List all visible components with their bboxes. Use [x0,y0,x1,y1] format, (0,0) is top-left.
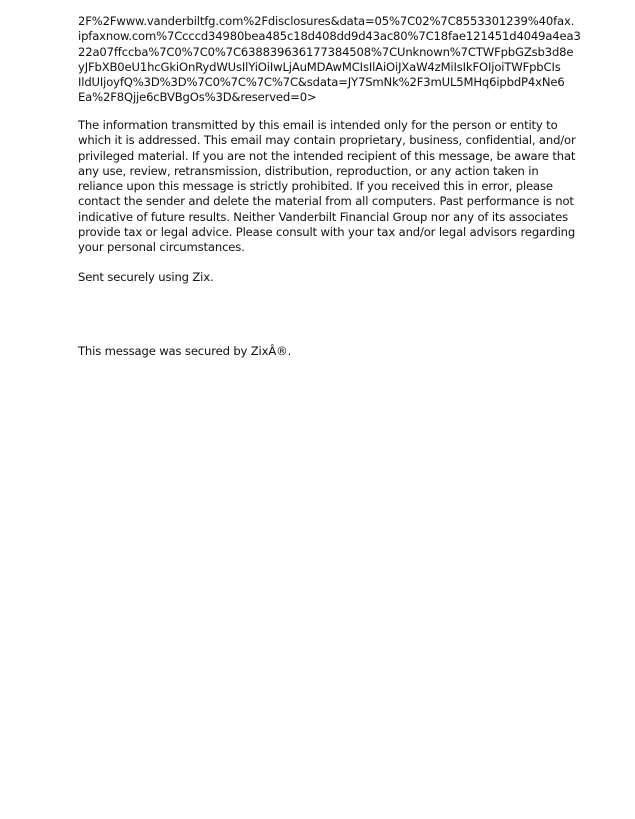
disclaimer-line: The information transmitted by this email is intended only for the person or entity to [78,118,558,132]
sent-securely-text: Sent securely using Zix. [78,270,214,284]
disclaimer-line: reliance upon this message is strictly prohibited. If you received this in error, please [78,179,553,194]
url-text-block [78,14,581,106]
disclaimer-line: indicative of future results. Neither Vanderbilt Financial Group nor any of its associates [78,209,568,224]
url-line: IldUIjoyfQ%3D%3D%7C0%7C%7C%7C&sdata=JY7SmNk%2F3mUL5MHq6ipbdP4xNe6 [78,75,565,90]
url-line: ipfaxnow.com%7Ccccd34980bea485c18d408dd9d43ac80%7C18fae121451d4049a4ea3 [78,29,581,44]
url-line: Ea%2F8Qjje6cBVBgOs%3D&reserved=0> [78,90,317,105]
secured-by-footer: This message was secured by ZixÂ®. [78,344,292,358]
disclaimer-line: privileged material. If you are not the intended recipient of this message, be aware that [78,148,576,163]
disclaimer-line: provide tax or legal advice. Please consult with your tax and/or legal advisors regarding [78,225,576,240]
url-line: yJFbXB0eU1hcGkiOnRydWUsIlYiOiIwLjAuMDAwMCIsIlAiOiJXaW4zMiIsIkFOIjoiTWFpbCIs [78,59,561,74]
url-line: 22a07ffccba%7C0%7C0%7C638839636177384508%7CUnknown%7CTWFpbGZsb3d8e [78,44,574,59]
disclaimer-line: which it is addressed. This email may contain proprietary, business, confidential, and/or [78,133,576,148]
disclaimer-paragraph [78,118,576,256]
disclaimer-line: any use, review, retransmission, distribution, reproduction, or any action taken in [78,163,539,178]
disclaimer-line: your personal circumstances. [78,240,245,255]
disclaimer-line: contact the sender and delete the material from all computers. Past performance is not [78,194,574,209]
url-line: 2F%2Fwww.vanderbiltfg.com%2Fdisclosures&data=05%7C02%7C8553301239%40fax. [78,14,575,28]
